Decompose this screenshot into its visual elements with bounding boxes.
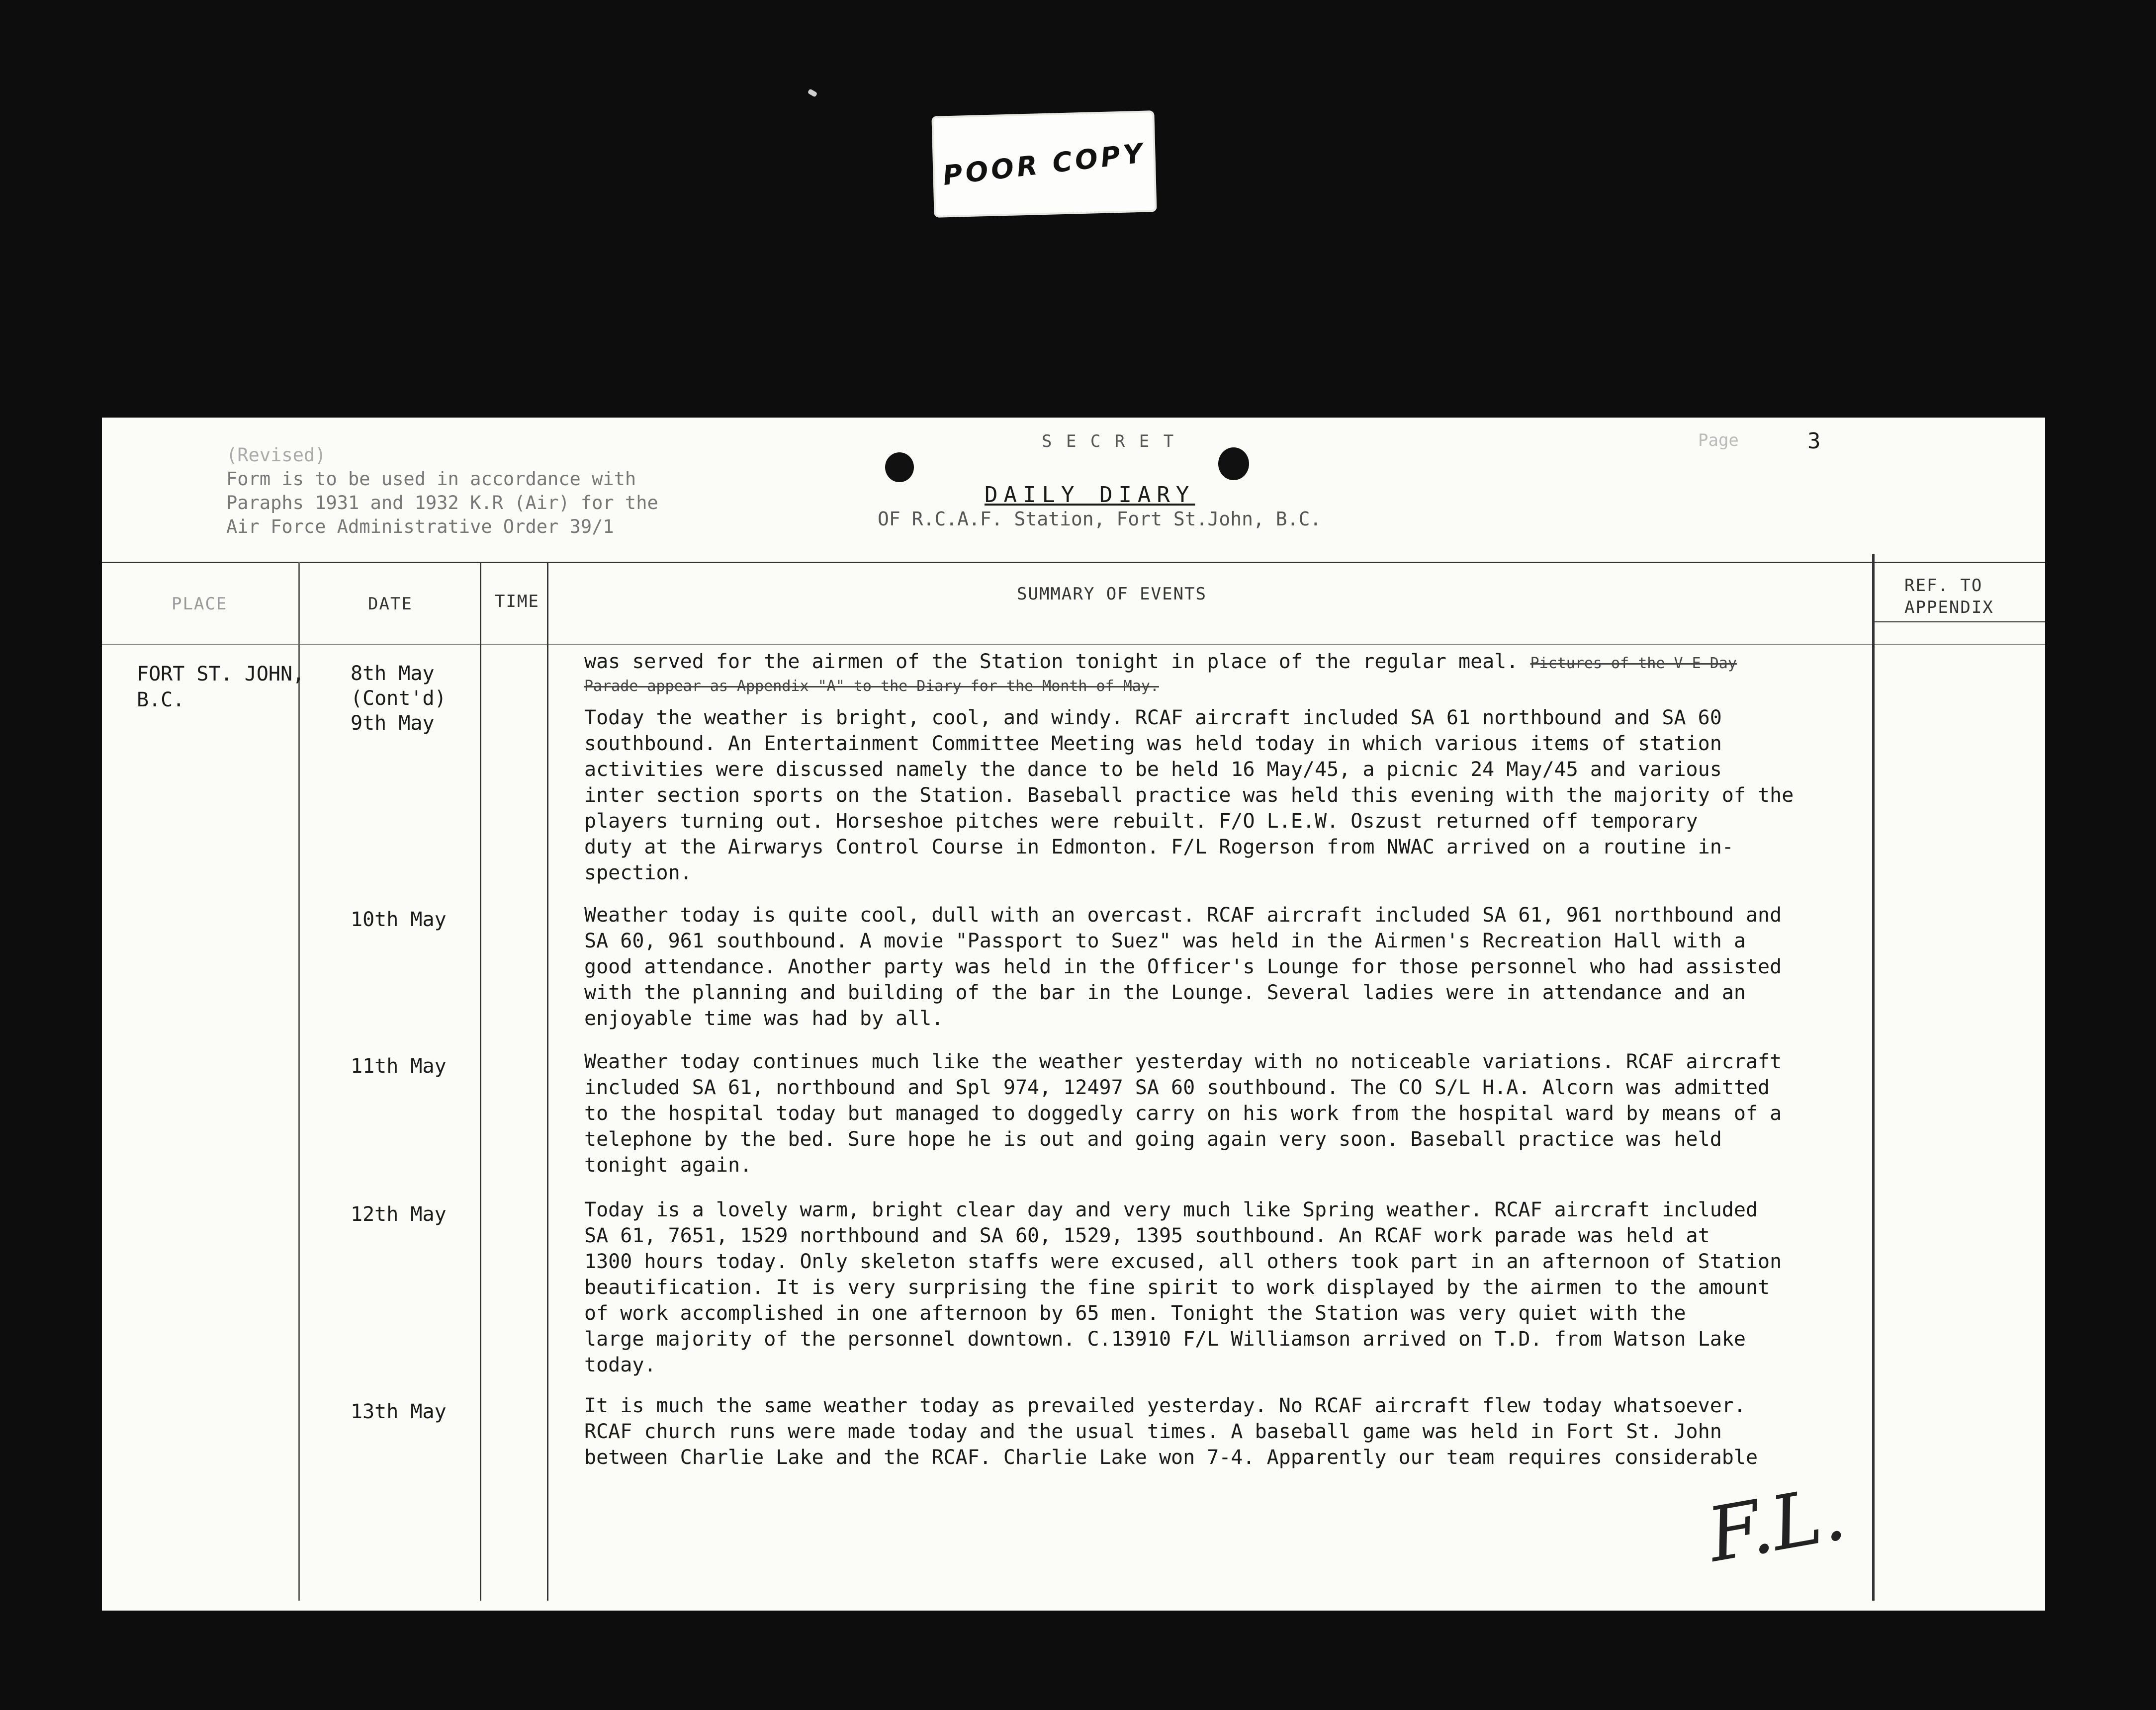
form-note-line: Form is to be used in accordance with: [226, 468, 636, 490]
entry-12th-may: [584, 1197, 1782, 1378]
date-cell: 13th May: [351, 1400, 447, 1423]
diary-subtitle: OF R.C.A.F. Station, Fort St.John, B.C.: [878, 508, 1322, 530]
time-column-left-rule: [480, 562, 481, 1601]
entry-13th-may: [584, 1393, 1758, 1470]
entry-line: SA 60, 961 southbound. A movie "Passport to Suez" was held in the Airmen's Recreation Hall with a: [584, 930, 1746, 952]
entry-line: today.: [584, 1354, 656, 1376]
page-label: Page: [1698, 430, 1739, 450]
form-note-line: (Revised): [226, 444, 326, 466]
struck-line: Parade appear as Appendix "A" to the Diary for the Month of May.: [584, 678, 1159, 695]
entry-line: tonight again.: [584, 1154, 752, 1177]
handwritten-initials: F.L.: [1701, 1470, 1852, 1579]
date-line: 8th May: [351, 662, 435, 685]
ref-header-rule: [1875, 621, 2045, 622]
entry-10th-may: [584, 902, 1782, 1031]
col-ref-line2: APPENDIX: [1904, 598, 1994, 617]
diary-sheet: [102, 418, 2045, 1611]
entry-line: included SA 61, northbound and Spl 974, 12497 SA 60 southbound. The CO S/L H.A. Alcorn was admitted: [584, 1076, 1770, 1099]
ref-column-rule: [1872, 554, 1875, 1601]
col-ref-line1: REF. TO: [1904, 576, 1983, 596]
poor-copy-label: [934, 112, 1155, 215]
entry-line: beautification. It is very surprising the fine spirit to work displayed by the airmen to the amount: [584, 1276, 1770, 1299]
col-summary: SUMMARY OF EVENTS: [1017, 584, 1207, 604]
entry-line: with the planning and building of the bar in the Lounge. Several ladies were in attendance and an: [584, 981, 1746, 1004]
entry-line: telephone by the bed. Sure hope he is out and going again very soon. Baseball practice was held: [584, 1128, 1722, 1151]
entry-8th-may: [584, 649, 1737, 696]
col-place: PLACE: [172, 594, 228, 614]
col-date: DATE: [368, 594, 413, 614]
form-note-line: Air Force Administrative Order 39/1: [226, 516, 614, 537]
ink-blot-left: [885, 452, 914, 482]
date-cell: [351, 661, 447, 736]
entry-line: between Charlie Lake and the RCAF. Charlie Lake won 7-4. Apparently our team requires considerable: [584, 1446, 1758, 1469]
date-cell: 11th May: [351, 1055, 447, 1078]
entry-line: Weather today is quite cool, dull with an overcast. RCAF aircraft included SA 61, 961 northbound and: [584, 904, 1782, 927]
struck-text: Pictures of the V-E Day: [1530, 655, 1737, 672]
entry-line: Today the weather is bright, cool, and windy. RCAF aircraft included SA 61 northbound and SA 60: [584, 706, 1722, 729]
entry-line: 1300 hours today. Only skeleton staffs were excused, all others took part in an afternoon of Station: [584, 1250, 1782, 1273]
form-note-line: Paraphs 1931 and 1932 K.R (Air) for the: [226, 492, 658, 513]
poor-copy-text: POOR COPY: [941, 137, 1148, 191]
entry-line: of work accomplished in one afternoon by 65 men. Tonight the Station was very quiet with the: [584, 1302, 1686, 1325]
entry-line: Today is a lovely warm, bright clear day and very much like Spring weather. RCAF aircraft included: [584, 1198, 1758, 1221]
date-column-rule: [298, 562, 300, 1601]
place-cell: [137, 661, 304, 713]
column-header-rule: [102, 644, 2045, 645]
page-number: 3: [1807, 428, 1821, 454]
entry-line: activities were discussed namely the dance to be held 16 May/45, a picnic 24 May/45 and various: [584, 758, 1722, 781]
form-note: [226, 443, 658, 539]
date-cell: 12th May: [351, 1203, 447, 1226]
entry-line: Weather today continues much like the weather yesterday with no noticeable variations. RCAF aircraft: [584, 1050, 1782, 1073]
entry-line: SA 61, 7651, 1529 northbound and SA 60, 1529, 1395 southbound. An RCAF work parade was held at: [584, 1224, 1710, 1247]
entry-line: [584, 649, 1737, 677]
dust-speck: [808, 88, 818, 97]
col-time: TIME: [495, 592, 539, 611]
entry-text: was served for the airmen of the Station tonight in place of the regular meal.: [584, 650, 1519, 673]
entry-line: duty at the Airwarys Control Course in Edmonton. F/L Rogerson from NWAC arrived on a routine in-: [584, 836, 1734, 858]
entry-line: inter section sports on the Station. Baseball practice was held this evening with the majority of the: [584, 784, 1794, 807]
entry-line: to the hospital today but managed to doggedly carry on his work from the hospital ward by means of a: [584, 1102, 1782, 1125]
entry-line: enjoyable time was had by all.: [584, 1007, 944, 1030]
ink-blot-right: [1218, 447, 1249, 480]
entry-line: It is much the same weather today as prevailed yesterday. No RCAF aircraft flew today whatsoever.: [584, 1394, 1746, 1417]
date-line: 9th May: [351, 712, 435, 735]
diary-title: DAILY DIARY: [985, 482, 1195, 508]
entry-line: RCAF church runs were made today and the usual times. A baseball game was held in Fort St. John: [584, 1420, 1722, 1443]
place-line: B.C.: [137, 688, 185, 711]
place-line: FORT ST. JOHN,: [137, 663, 305, 685]
entry-line: spection.: [584, 861, 692, 884]
entry-line: large majority of the personnel downtown. C.13910 F/L Williamson arrived on T.D. from Watson Lake: [584, 1328, 1746, 1351]
entry-9th-may: [584, 705, 1794, 886]
header-rule: [102, 562, 2045, 563]
entry-line: good attendance. Another party was held in the Officer's Lounge for those personnel who had assisted: [584, 955, 1782, 978]
date-line: (Cont'd): [351, 687, 447, 710]
entry-11th-may: [584, 1049, 1782, 1178]
entry-line: southbound. An Entertainment Committee Meeting was held today in which various items of station: [584, 732, 1722, 755]
time-column-right-rule: [547, 562, 548, 1601]
date-cell: 10th May: [351, 908, 447, 931]
entry-line: players turning out. Horseshoe pitches were rebuilt. F/O L.E.W. Oszust returned off temporary: [584, 810, 1698, 833]
classification-mark: S E C R E T: [1042, 431, 1176, 451]
